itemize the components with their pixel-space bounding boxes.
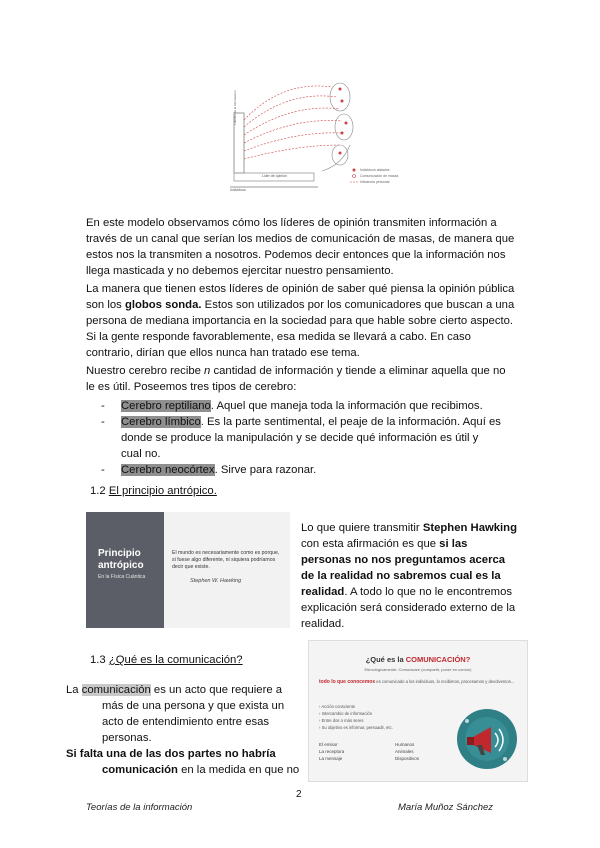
p3-text-a: Nuestro cerebro recibe: [86, 365, 205, 377]
brain-desc: . Es la parte sentimental, el peaje de la información. Aquí es donde se produce la manipulación y se decide qué información es útil y cual no.: [121, 416, 501, 460]
slide-title-panel: [86, 512, 164, 628]
list-item: [101, 398, 501, 414]
comm-line-1: [66, 682, 300, 746]
p3-text-c: cantidad de información y tiende a eliminar aquella que no le es útil. Poseemos tres tipos de cerebro:: [86, 365, 506, 393]
comm-text-c: es un acto que requiere a más de una persona y que exista un acto de entendimiento entre esas personas.: [102, 684, 285, 744]
hawking-text-e: . A todo lo que no le encontremos explicación será considerado externo de la realidad.: [301, 586, 516, 630]
slide2-item-text: Entre dos o más seres: [321, 718, 364, 723]
p3-variable-n: n: [204, 365, 211, 377]
megaphone-icon: [455, 707, 519, 771]
slide2-title-a: ¿Qué es la: [365, 655, 406, 664]
section-number: 1.3: [90, 654, 109, 666]
slide2-item: › Entre dos o más seres: [319, 718, 364, 723]
slide2-title-b: COMUNICACIÓN?: [405, 655, 471, 664]
list-item: [101, 414, 501, 462]
slide2-item-text: Acción consciente: [321, 704, 356, 709]
brain-term: Cerebro neocórtex: [121, 464, 215, 476]
table-cell: Animales: [395, 749, 414, 754]
hawking-key-idea: si las personas no nos preguntamos acerca de la realidad no sabremos cual es la realidad: [301, 538, 506, 598]
hawking-explanation: [301, 520, 519, 632]
footer-left: Teorías de la información: [86, 802, 193, 813]
table-row: [319, 748, 449, 755]
brain-types-list: [101, 398, 501, 478]
brain-term: Cerebro límbico: [121, 416, 201, 428]
diagram-label-individuals: Individuos: [230, 188, 246, 192]
p2-text-c: Estos son utilizados por los comunicadores que buscan a una persona de mediana importancia en la sociedad para que hable sobre cierto aspecto. Si la gente responde favorablemente, esa medida se llevará a cabo. En caso contrario, dirían que ellos nunca han tratado ese tema.: [86, 299, 515, 359]
diagram-legend: [360, 167, 418, 185]
table-cell: La receptora: [319, 749, 345, 754]
p2-text-a: La manera que tienen estos líderes de opinión de saber qué piensa la opinión pública son los: [86, 283, 515, 311]
communication-definition: [66, 682, 300, 778]
comm-line-2: [66, 746, 300, 778]
legend-item: Comunicación de masas: [360, 174, 399, 178]
brain-desc: . Aquel que maneja toda la información que recibimos.: [210, 400, 483, 412]
slide2-item-text: Su objetivo es informar, persuadir, etc.: [321, 725, 393, 730]
legend-item: Individuos aislados: [360, 168, 390, 172]
table-cell: Humanos: [395, 742, 415, 747]
opinion-leader-diagram: [222, 75, 418, 193]
slide-quote: El mundo es necesariamente como es porque, si fuese algo diferente, ni siquiera podríamos decir que existe.: [172, 550, 280, 570]
globos-sonda-term: globos sonda.: [124, 299, 202, 311]
slide2-item: › Su objetivo es informar, persuadir, etc.: [319, 725, 393, 730]
hawking-name: Stephen Hawking: [422, 522, 517, 534]
comm-text-a: La: [66, 684, 82, 696]
bullet-dash: -: [101, 464, 105, 476]
table-cell: El emisor: [319, 742, 338, 747]
hawking-text-c: con esta afirmación es que: [301, 538, 440, 550]
section-heading-1-3: [90, 654, 243, 666]
paragraph-globos-sonda: [86, 281, 516, 361]
section-heading-1-2: [90, 485, 217, 497]
section-title: El principio antrópico.: [108, 485, 217, 497]
slide2-lead-rest: es comunicado a los individuos, lo recibimos, procesamos y devolvemos...: [375, 679, 515, 684]
megaphone-illustration: [455, 707, 519, 771]
legend-item: Influencia personal: [360, 180, 390, 184]
comm-term: comunicación: [81, 684, 151, 696]
slide-title: [98, 548, 144, 572]
section-title: ¿Qué es la comunicación?: [108, 654, 243, 666]
table-row: [319, 741, 449, 748]
diagram-label-leader: Lider de opinión: [262, 174, 287, 178]
paragraph-model: En este modelo observamos cómo los líderes de opinión transmiten información a través de un canal que serían los medios de comunicación de masas, de manera que estos nos la transmiten a nosotros. Podemos decir entonces que la información nos llega masticada y no debemos ejercitar nuestro pensamiento.: [86, 217, 515, 277]
comm-bold-statement: Si falta una de las dos partes no habría comunicación: [66, 748, 276, 776]
slide2-item: › Intercambio de información: [319, 711, 373, 716]
slide-subtitle: En la Física Cuántica: [98, 574, 146, 580]
bullet-dash: -: [101, 400, 105, 412]
page-number: 2: [296, 789, 302, 800]
footer-right: María Muñoz Sánchez: [398, 802, 494, 813]
slide2-title: [309, 655, 527, 664]
slide2-items: [319, 703, 449, 731]
table-cell: La mensaje: [319, 756, 343, 761]
list-item: [101, 462, 501, 478]
slide2-subtitle: Etimológicamente: Comunicare (compartir, poner en común): [364, 667, 472, 672]
paragraph-brain: [86, 363, 516, 395]
slide2-item: › Acción consciente: [319, 704, 356, 709]
slide2-lead: [319, 679, 519, 685]
table-row: [319, 755, 449, 762]
que-es-comunicacion-slide: [308, 640, 528, 782]
bullet-dash: -: [101, 416, 105, 428]
section-number: 1.2: [90, 485, 109, 497]
slide-author: Stephen W. Hawking: [190, 578, 242, 584]
slide2-lead-red: todo lo que conocemos: [319, 679, 376, 685]
diagram-label-sources: Fuentes de la información: [233, 90, 237, 125]
slide2-item-text: Intercambio de información: [321, 711, 373, 716]
comm-text-e: en la medida en que no: [177, 764, 300, 776]
slide-title-line: antrópico: [98, 560, 144, 571]
slide2-table: [319, 741, 449, 762]
principio-antropico-slide: [86, 512, 290, 628]
slide-title-line: Principio: [98, 548, 141, 559]
hawking-text-a: Lo que quiere transmitir: [301, 522, 423, 534]
brain-term: Cerebro reptiliano: [121, 400, 211, 412]
table-cell: Dispositivos: [395, 756, 420, 761]
brain-desc: . Sirve para razonar.: [214, 464, 317, 476]
